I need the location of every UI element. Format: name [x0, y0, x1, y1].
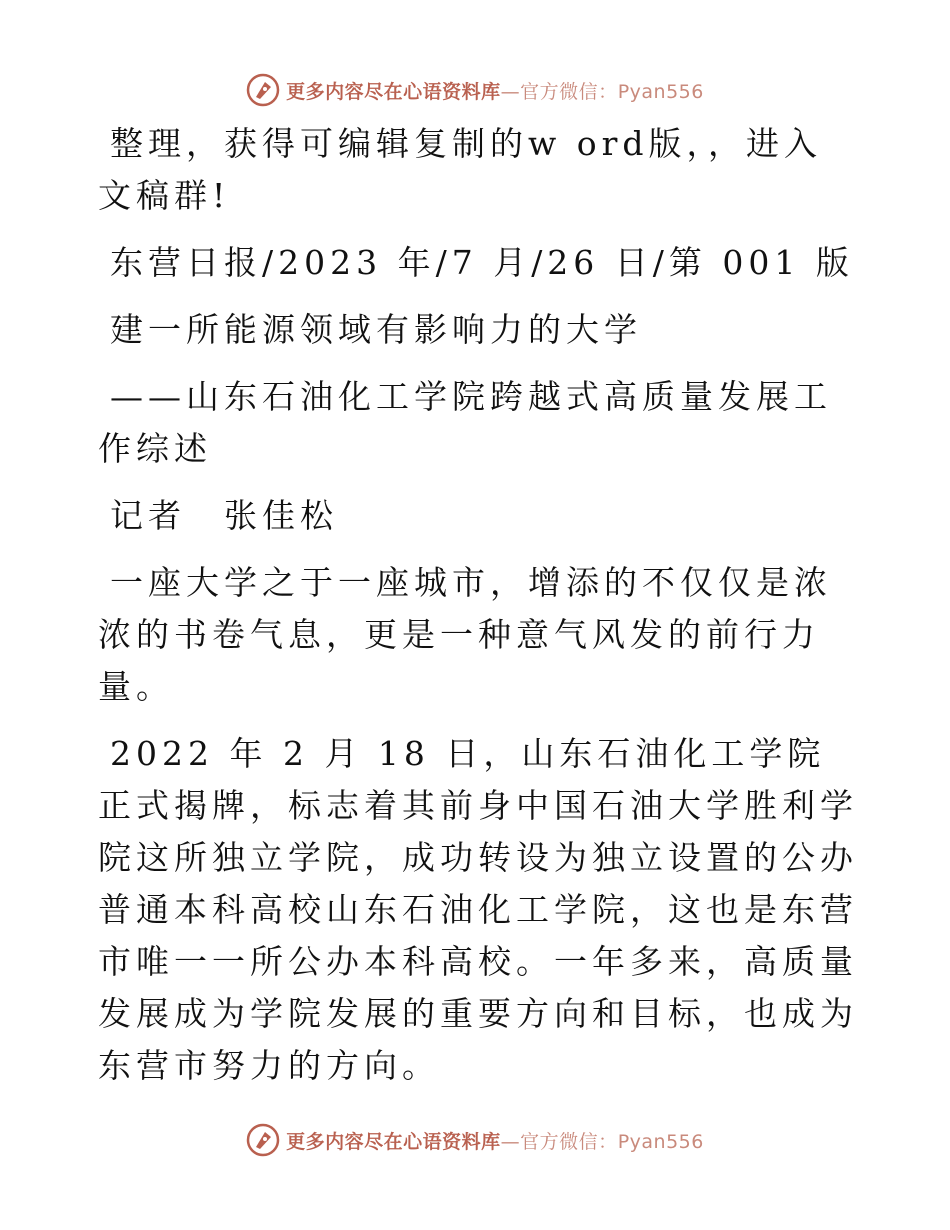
pen-nib-logo-icon: [246, 1123, 280, 1157]
watermark-text: 更多内容尽在心语资料库—官方微信：Pyan556: [286, 1130, 704, 1153]
watermark-header: [0, 70, 950, 110]
paragraph-body: 一座大学之于一座城市，增添的不仅仅是浓浓的书卷气息，更是一种意气风发的前行力量。: [98, 563, 832, 706]
pen-nib-logo-icon: [246, 73, 280, 107]
paragraph-source: 东营日报/2023 年/7 月/26 日/第 001 版: [110, 243, 854, 282]
article-title: 建一所能源领域有影响力的大学: [110, 310, 642, 349]
paragraph-body: 2022 年 2 月 18 日，山东石油化工学院正式揭牌，标志着其前身中国石油大学胜利学院这所独立学院，成功转设为独立设置的公办普通本科高校山东石油化工学院，这也是东营市唯一一所公办本科高校。一年多来，高质量发展成为学院发展的重要方向和目标，也成为东营市努力的方向。: [98, 734, 858, 1085]
article-byline: 记者 张佳松: [110, 496, 338, 535]
document-body: [98, 118, 858, 1107]
paragraph-intro: 整理，获得可编辑复制的w ord版，，进入文稿群!: [98, 124, 823, 215]
watermark-footer: [0, 1120, 950, 1160]
article-subtitle: ——山东石油化工学院跨越式高质量发展工作综述: [98, 377, 832, 468]
watermark-text: 更多内容尽在心语资料库—官方微信：Pyan556: [286, 80, 704, 103]
